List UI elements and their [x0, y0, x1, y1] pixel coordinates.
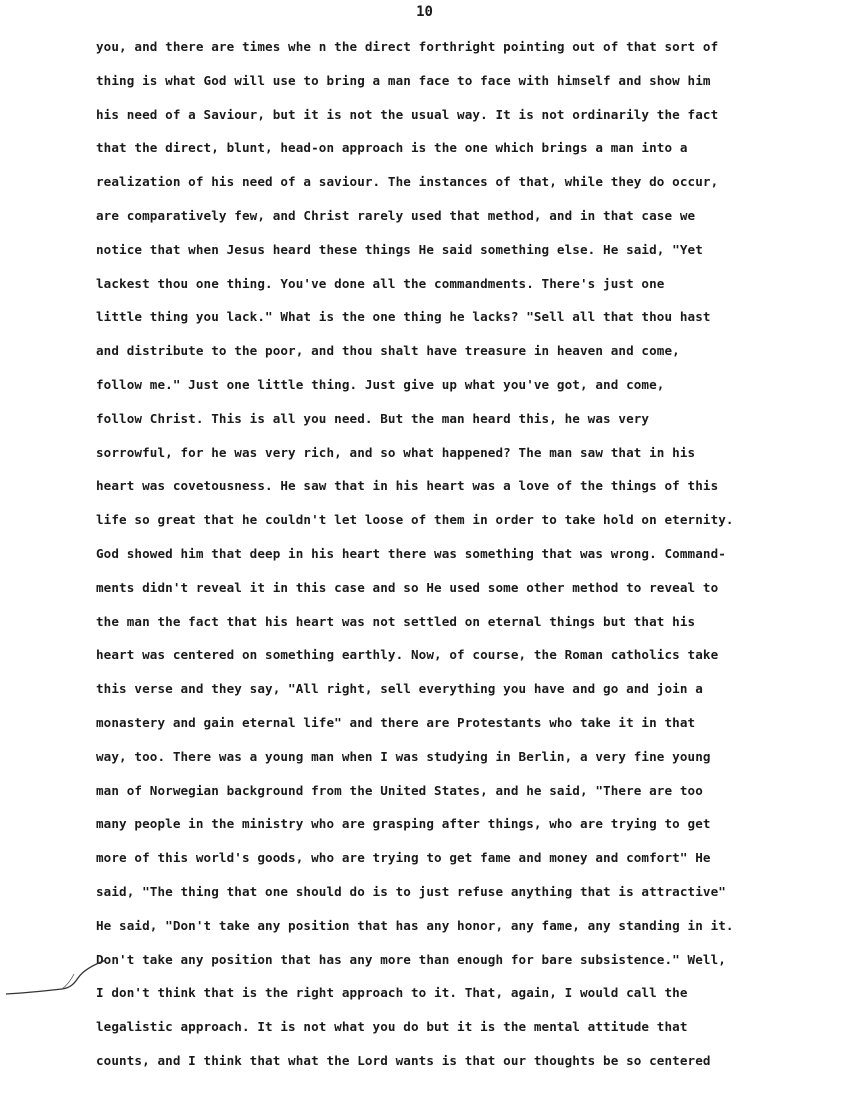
text-line: follow Christ. This is all you need. But the man heard this, he was very	[96, 410, 650, 426]
text-line: said, "The thing that one should do is to just refuse anything that is attractive"	[96, 883, 726, 899]
margin-pencil-mark	[4, 944, 114, 1004]
text-line: many people in the ministry who are grasping after things, who are trying to get	[96, 816, 711, 832]
text-line: thing is what God will use to bring a man face to face with himself and show him	[96, 72, 711, 88]
text-line: I don't think that is the right approach to it. That, again, I would call the	[96, 985, 688, 1001]
text-line: that the direct, blunt, head-on approach is the one which brings a man into a	[96, 140, 688, 156]
text-line: God showed him that deep in his heart there was something that was wrong. Command-	[96, 545, 726, 561]
text-line: and distribute to the poor, and thou shalt have treasure in heaven and come,	[96, 343, 680, 359]
text-line: lackest thou one thing. You've done all the commandments. There's just one	[96, 275, 665, 291]
text-line: this verse and they say, "All right, sell everything you have and go and join a	[96, 681, 703, 697]
text-line: ments didn't reveal it in this case and so He used some other method to reveal to	[96, 579, 719, 595]
text-line: man of Norwegian background from the United States, and he said, "There are too	[96, 782, 703, 798]
text-line: the man the fact that his heart was not settled on eternal things but that his	[96, 613, 696, 629]
text-line: follow me." Just one little thing. Just give up what you've got, and come,	[96, 376, 665, 392]
text-line: you, and there are times whe n the direct forthright pointing out of that sort of	[96, 39, 719, 54]
text-line: sorrowful, for he was very rich, and so what happened? The man saw that in his	[96, 444, 696, 460]
text-line: are comparatively few, and Christ rarely used that method, and in that case we	[96, 207, 696, 223]
page-number: 10	[416, 4, 433, 20]
text-line: his need of a Saviour, but it is not the usual way. It is not ordinarily the fact	[96, 106, 719, 122]
text-line: counts, and I think that what the Lord wants is that our thoughts be so centered	[96, 1052, 711, 1068]
text-line: more of this world's goods, who are trying to get fame and money and comfort" He	[96, 850, 711, 866]
text-line: heart was covetousness. He saw that in his heart was a love of the things of this	[96, 478, 719, 494]
text-line: life so great that he couldn't let loose of them in order to take hold on eternity.	[96, 512, 734, 528]
text-line: way, too. There was a young man when I was studying in Berlin, a very fine young	[96, 748, 711, 764]
text-line: realization of his need of a saviour. The instances of that, while they do occur,	[96, 174, 719, 190]
body-text	[96, 36, 796, 1084]
text-line: monastery and gain eternal life" and there are Protestants who take it in that	[96, 714, 696, 730]
text-line: heart was centered on something earthly. Now, of course, the Roman catholics take	[96, 647, 719, 663]
text-line: notice that when Jesus heard these things He said something else. He said, "Yet	[96, 241, 703, 257]
text-line: legalistic approach. It is not what you do but it is the mental attitude that	[96, 1019, 688, 1035]
text-line: little thing you lack." What is the one thing he lacks? "Sell all that thou hast	[96, 309, 711, 325]
text-line: He said, "Don't take any position that has any honor, any fame, any standing in it.	[96, 917, 734, 933]
text-line: Don't take any position that has any more than enough for bare subsistence." Well,	[96, 951, 726, 967]
